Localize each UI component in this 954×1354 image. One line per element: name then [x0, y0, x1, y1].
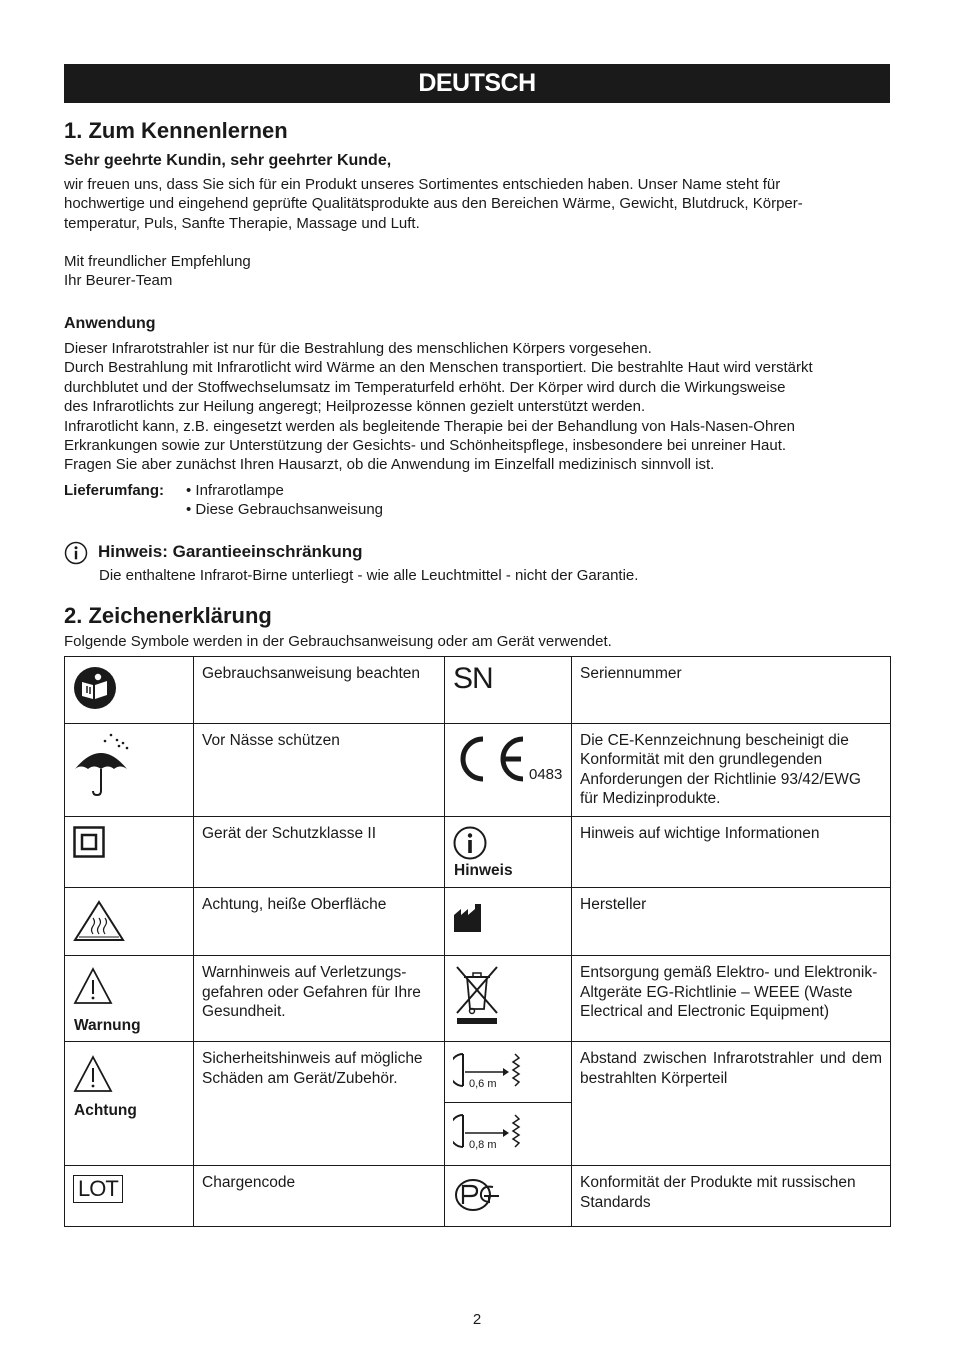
- symbol-description: Konformität der Produkte mit russischen Standards: [572, 1166, 891, 1227]
- symbol-description: Achtung, heiße Oberfläche: [194, 887, 445, 956]
- table-row: [65, 657, 891, 724]
- manufacturer-icon: [453, 903, 487, 933]
- table-row: [65, 816, 891, 887]
- symbol-description: Sicherheitshinweis auf mögliche Schäden am Gerät/Zubehör.: [194, 1042, 445, 1166]
- ce-notified-body-number: 0483: [529, 765, 563, 783]
- table-row: [65, 1166, 891, 1227]
- distance-0-8: [445, 1103, 571, 1164]
- protection-class-2-icon: [73, 826, 105, 858]
- symbol-cell: [65, 887, 194, 956]
- table-row: [65, 887, 891, 956]
- symbol-cell: [445, 1166, 572, 1227]
- symbol-cell: [445, 887, 572, 956]
- caution-caption: Achtung: [74, 1102, 137, 1119]
- symbol-description: Die CE-Kennzeichnung bescheinigt die Konformität mit den grundlegenden Anforderungen der Richtlinie 93/42/EWG für Medizinprodukte.: [572, 723, 891, 816]
- distance-label: 0,8 m: [469, 1139, 497, 1151]
- distance-icon: [453, 1050, 533, 1094]
- symbol-cell: [65, 956, 194, 1042]
- note-body: Die enthaltene Infrarot-Birne unterliegt - wie alle Leuchtmittel - nicht der Garantie.: [99, 567, 639, 584]
- info-icon: [64, 541, 88, 565]
- table-row: [65, 723, 891, 816]
- symbol-description: Hersteller: [572, 887, 891, 956]
- usage-paragraph: Dieser Infrarotstrahler ist nur für die Bestrahlung des menschlichen Körpers vorgesehen. Durch Bestrahlung mit Infrarotlicht wird Wärme an den Menschen transportiert. Die bestrahlte Haut wird verstärkt durchblutet und der Stoffwechselumsatz im Temperaturfeld erhöht. Der Körper wird durch die Wirkungsweise des Infrarotlichts zur Heilung angeregt; Heilprozesse können gezielt unterstützt werden. Infrarotlicht kann, z.B. eingesetzt werden als begleitende Therapie bei der Behandlung von Hals-Nasen-Ohren Erkrankungen sowie zur Unterstützung der Gesichts- und Schönheitspflege, insbesondere bei unreiner Haut. Fragen Sie aber zunächst Ihren Hausarzt, ob die Anwendung im Einzelfall medizinisch sinnvoll ist.: [64, 340, 813, 474]
- symbol-cell: [65, 657, 194, 724]
- distance-icon: [453, 1111, 533, 1155]
- table-row: [65, 1042, 891, 1166]
- greeting: Sehr geehrte Kundin, sehr geehrter Kunde,: [64, 152, 392, 169]
- list-item: • Infrarotlampe: [186, 482, 284, 499]
- symbol-cell: [65, 723, 194, 816]
- symbol-cell: [445, 816, 572, 887]
- distance-label: 0,6 m: [469, 1078, 497, 1090]
- symbol-cell: [65, 1166, 194, 1227]
- umbrella-icon: [73, 731, 131, 797]
- serial-number-icon: SN: [453, 662, 493, 695]
- symbols-intro: Folgende Symbole werden in der Gebrauchsanweisung oder am Gerät verwendet.: [64, 633, 612, 650]
- hot-surface-icon: [73, 899, 125, 943]
- symbol-description: Hinweis auf wichtige Informationen: [572, 816, 891, 887]
- symbol-cell: [65, 816, 194, 887]
- symbol-description: Vor Nässe schützen: [194, 723, 445, 816]
- symbol-description: Gebrauchsanweisung beachten: [194, 657, 445, 724]
- note-title: Hinweis: Garantieeinschränkung: [98, 542, 363, 561]
- info-caption: Hinweis: [454, 862, 513, 879]
- delivery-list: [186, 481, 383, 519]
- warning-icon: [73, 967, 113, 1005]
- delivery-label: Lieferumfang:: [64, 482, 165, 499]
- symbol-cell: [445, 1042, 572, 1166]
- usage-heading: Anwendung: [64, 315, 156, 332]
- info-icon: [453, 826, 487, 860]
- list-item: • Diese Gebrauchsanweisung: [186, 501, 384, 518]
- distance-0-6: [445, 1042, 571, 1103]
- section-2-title: 2. Zeichenerklärung: [64, 603, 272, 628]
- language-header: DEUTSCH: [64, 64, 890, 103]
- symbol-cell: [65, 1042, 194, 1166]
- lot-icon: LOT: [73, 1175, 123, 1203]
- page-number: 2: [472, 1311, 482, 1328]
- table-row: [65, 956, 891, 1042]
- symbol-description: Seriennummer: [572, 657, 891, 724]
- symbol-description: Abstand zwischen Infrarotstrahler und dem bestrahlten Körperteil: [572, 1042, 891, 1166]
- pct-mark-icon: [453, 1177, 503, 1213]
- intro-paragraph: wir freuen uns, dass Sie sich für ein Produkt unseres Sortimentes entschieden haben. Unser Name steht für hochwertige und eingehend geprüfte Qualitätsprodukte aus den Bereichen Wärme, Gewicht, Blutdruck, Körper- temperatur, Puls, Sanfte Therapie, Massage und Luft.: [64, 176, 803, 232]
- symbol-description: Gerät der Schutzklasse II: [194, 816, 445, 887]
- symbol-cell: [445, 956, 572, 1042]
- ce-mark-icon: [453, 731, 563, 787]
- warning-caption: Warnung: [74, 1016, 141, 1034]
- section-1-title: 1. Zum Kennenlernen: [64, 118, 288, 143]
- symbol-cell: [445, 657, 572, 724]
- manual-icon: [73, 666, 117, 710]
- symbol-description: Warnhinweis auf Verletzungs-gefahren oder Gefahren für Ihre Gesundheit.: [194, 956, 445, 1042]
- symbol-description: Entsorgung gemäß Elektro- und Elektronik-Altgeräte EG-Richtlinie – WEEE (Waste Electrical and Electronic Equipment): [572, 956, 891, 1042]
- caution-icon: [73, 1055, 113, 1093]
- symbols-table: [64, 656, 891, 1227]
- weee-bin-icon: [453, 963, 501, 1027]
- closing-paragraph: Mit freundlicher Empfehlung Ihr Beurer-Team: [64, 253, 251, 290]
- symbol-description: Chargencode: [194, 1166, 445, 1227]
- symbol-cell: [445, 723, 572, 816]
